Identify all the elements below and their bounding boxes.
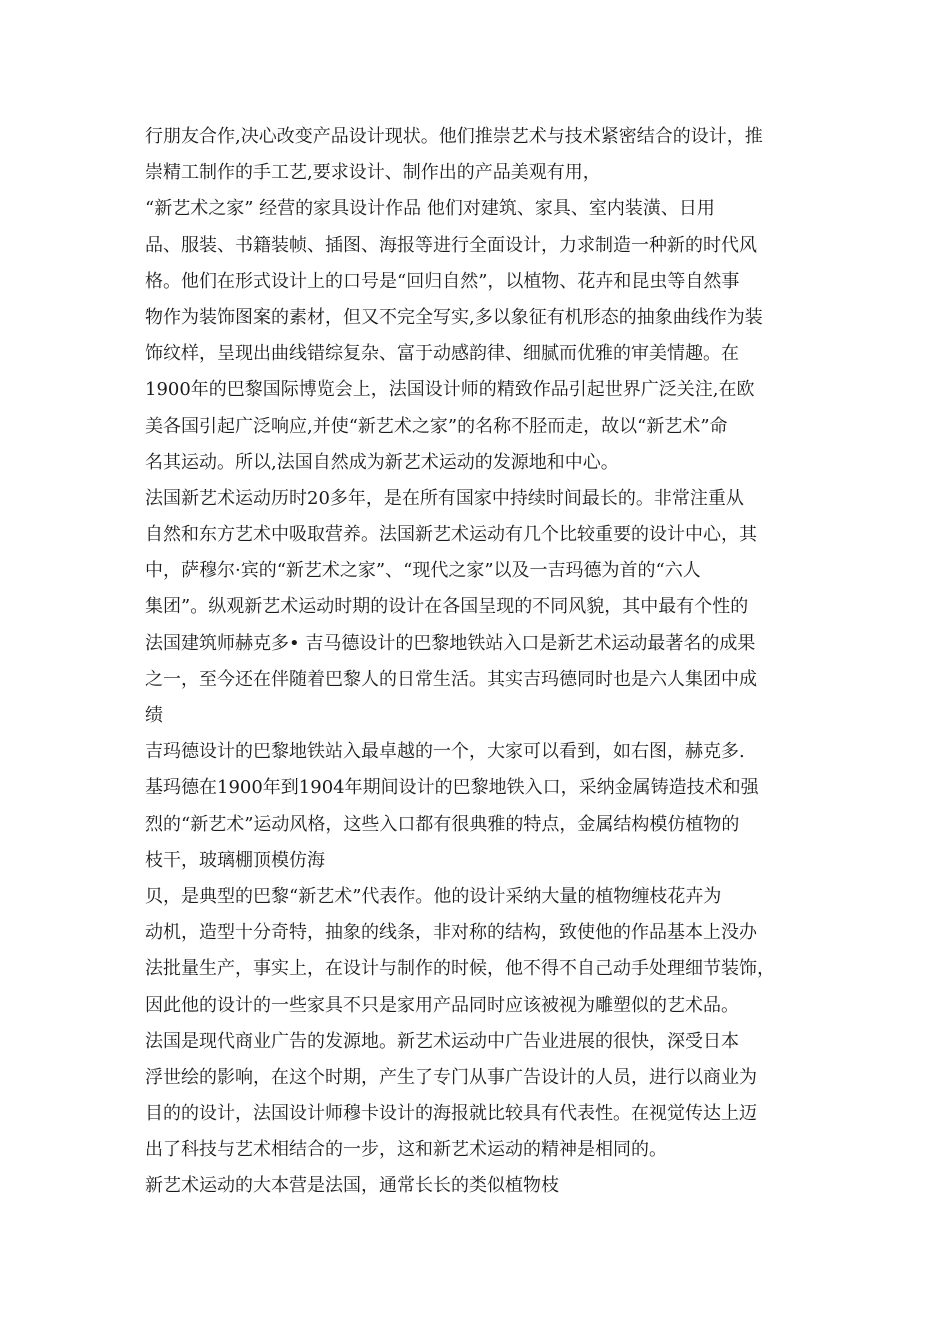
text-line: 自然和东方艺术中吸取营养。法国新艺术运动有几个比较重要的设计中心，其 [145,524,757,546]
text-line: 物作为装饰图案的素材，但又不完全写实,多以象征有机形态的抽象曲线作为装 [145,306,763,328]
text-line: 浮世绘的影响，在这个时期，产生了专门从事广告设计的人员，进行以商业为 [145,1066,757,1088]
text-line: “新艺术之家” 经营的家具设计作品 他们对建筑、家具、室内装潢、日用 [145,198,715,220]
text-line: 目的的设计，法国设计师穆卡设计的海报就比较具有代表性。在视觉传达上迈 [145,1103,757,1125]
text-line: 出了科技与艺术相结合的一步，这和新艺术运动的精神是相同的。 [145,1139,667,1161]
text-line: 法国新艺术运动历时20多年，是在所有国家中持续时间最长的。非常注重从 [145,487,744,509]
text-line: 名其运动。所以,法国自然成为新艺术运动的发源地和中心。 [145,451,619,473]
text-line: 之一，至今还在伴随着巴黎人的日常生活。其实吉玛德同时也是六人集团中成 [145,668,757,690]
body-text [145,119,805,1205]
text-line: 饰纹样，呈现出曲线错综复杂、富于动感韵律、细腻而优雅的审美情趣。在 [145,343,739,365]
text-line: 枝干，玻璃棚顶模仿海 [145,849,325,871]
text-line: 法国是现代商业广告的发源地。新艺术运动中广告业进展的很快，深受日本 [145,1030,739,1052]
text-line: 品、服装、书籍装帧、插图、海报等进行全面设计，力求制造一种新的时代风 [145,234,757,256]
text-line: 烈的“新艺术”运动风格，这些入口都有很典雅的特点，金属结构模仿植物的 [145,813,740,835]
text-line: 法国建筑师赫克多• 吉马德设计的巴黎地铁站入口是新艺术运动最著名的成果 [145,632,756,654]
text-line: 基玛德在1900年到1904年期间设计的巴黎地铁入口，采纳金属铸造技术和强 [145,777,759,799]
text-line: 法批量生产，事实上，在设计与制作的时候，他不得不自己动手处理细节装饰， [145,958,775,980]
text-line: 动机，造型十分奇特，抽象的线条，非对称的结构，致使他的作品基本上没办 [145,922,757,944]
text-line: 美各国引起广泛响应,并使“新艺术之家”的名称不胫而走，故以“新艺术”命 [145,415,728,437]
text-line: 因此他的设计的一些家具不只是家用产品同时应该被视为雕塑似的艺术品。 [145,994,739,1016]
text-line: 吉玛德设计的巴黎地铁站入最卓越的一个，大家可以看到，如右图，赫克多. [145,741,745,763]
text-line: 1900年的巴黎国际博览会上，法国设计师的精致作品引起世界广泛关注,在欧 [145,379,755,401]
text-line: 贝，是典型的巴黎“新艺术”代表作。他的设计采纳大量的植物缠枝花卉为 [145,885,722,907]
text-line: 新艺术运动的大本营是法国，通常长长的类似植物枝 [145,1175,559,1197]
text-line: 绩 [145,705,163,726]
text-line: 格。他们在形式设计上的口号是“回归自然”，以植物、花卉和昆虫等自然事 [145,270,740,292]
text-line: 崇精工制作的手工艺,要求设计、制作出的产品美观有用， [145,162,601,184]
text-line: 行朋友合作,决心改变产品设计现状。他们推崇艺术与技术紧密结合的设计，推 [145,126,763,147]
text-line: 集团”。纵观新艺术运动时期的设计在各国呈现的不同风貌，其中最有个性的 [145,596,749,618]
text-line: 中，萨穆尔·宾的“新艺术之家”、“现代之家”以及一吉玛德为首的“六人 [145,560,701,582]
